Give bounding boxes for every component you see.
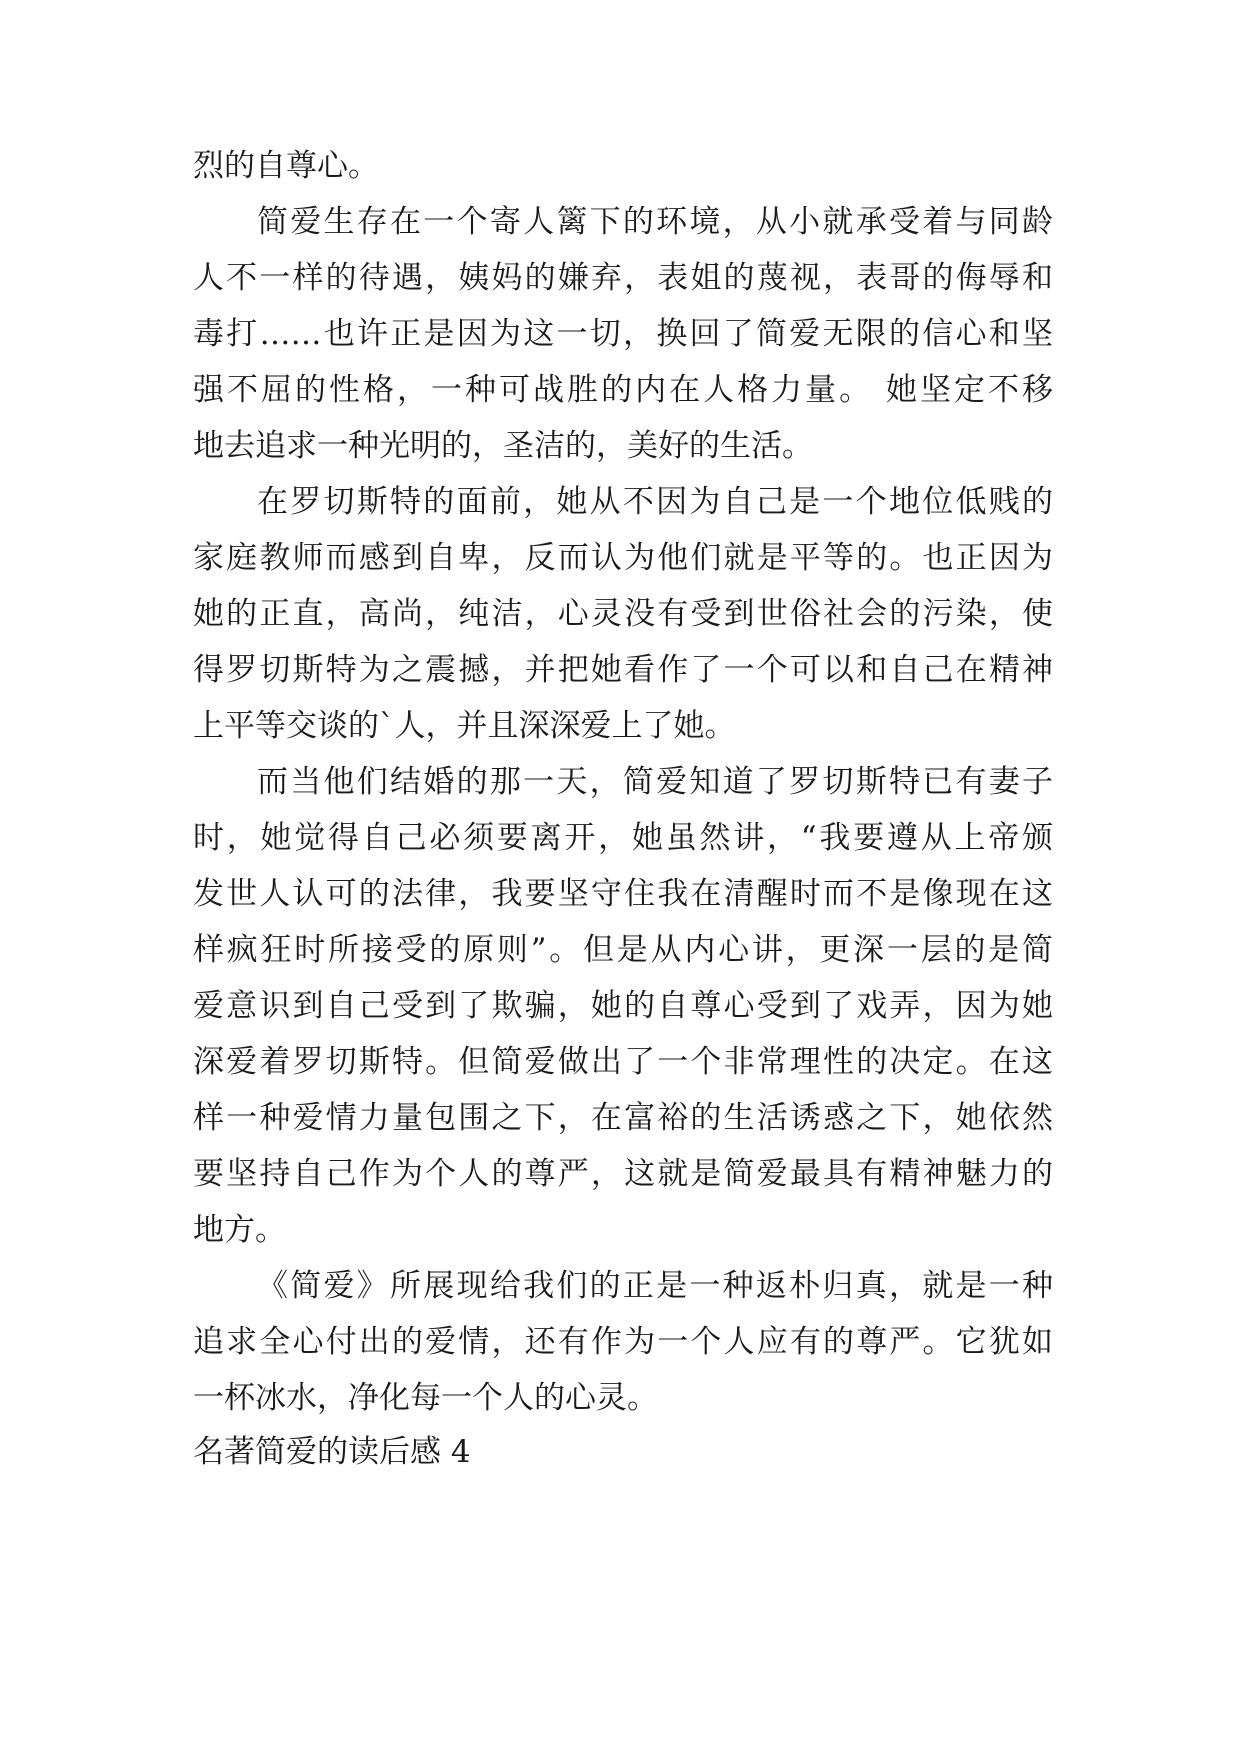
text-line: 追求全心付出的爱情，还有作为一个人应有的尊严。它犹如: [193, 1324, 1053, 1360]
text-line: 样疯狂时所接受的原则”。但是从内心讲，更深一层的是简: [193, 932, 1053, 968]
text-line: 样一种爱情力量包围之下，在富裕的生活诱惑之下，她依然: [193, 1100, 1053, 1136]
text-line: 一杯冰水，净化每一个人的心灵。: [193, 1380, 658, 1416]
text-line: 烈的自尊心。: [193, 148, 379, 184]
text-line: 爱意识到自己受到了欺骗，她的自尊心受到了戏弄，因为她: [193, 988, 1053, 1024]
text-line: 毒打……也许正是因为这一切，换回了简爱无限的信心和坚: [193, 316, 1053, 352]
text-line: 《简爱》所展现给我们的正是一种返朴归真，就是一种: [257, 1268, 1053, 1304]
text-line: 上平等交谈的`人，并且深深爱上了她。: [193, 708, 736, 744]
text-line: 而当他们结婚的那一天，简爱知道了罗切斯特已有妻子: [257, 764, 1053, 800]
text-line: 人不一样的待遇，姨妈的嫌弃，表姐的蔑视，表哥的侮辱和: [193, 260, 1053, 296]
text-line: 地去追求一种光明的，圣洁的，美好的生活。: [193, 428, 813, 464]
text-line: 简爱生存在一个寄人篱下的环境，从小就承受着与同龄: [257, 204, 1053, 240]
text-line: 得罗切斯特为之震撼，并把她看作了一个可以和自己在精神: [193, 652, 1053, 688]
text-line: 发世人认可的法律，我要坚守住我在清醒时而不是像现在这: [193, 876, 1053, 912]
text-line: 强不屈的性格，一种可战胜的内在人格力量。 她坚定不移: [193, 372, 1053, 408]
text-line: 深爱着罗切斯特。但简爱做出了一个非常理性的决定。在这: [193, 1044, 1053, 1080]
section-heading: 名著简爱的读后感 4: [193, 1434, 471, 1470]
text-line: 要坚持自己作为个人的尊严，这就是简爱最具有精神魅力的: [193, 1156, 1053, 1192]
text-line: 她的正直，高尚，纯洁，心灵没有受到世俗社会的污染，使: [193, 596, 1053, 632]
text-line: 地方。: [193, 1212, 286, 1248]
text-line: 在罗切斯特的面前，她从不因为自己是一个地位低贱的: [257, 484, 1053, 520]
text-line: 时，她觉得自己必须要离开，她虽然讲，“我要遵从上帝颁: [193, 820, 1053, 856]
text-line: 家庭教师而感到自卑，反而认为他们就是平等的。也正因为: [193, 540, 1053, 576]
